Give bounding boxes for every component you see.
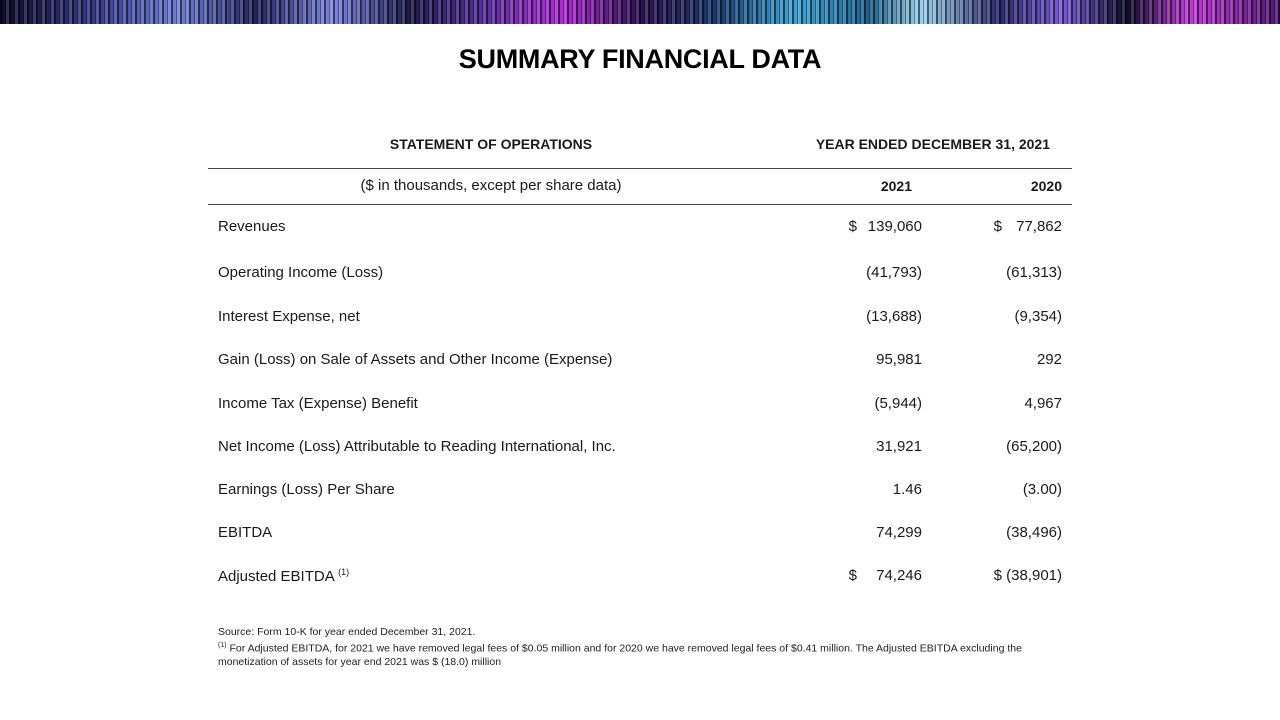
value-2020: (61,313) (1006, 264, 1062, 281)
value-2021: (41,793) (866, 264, 922, 281)
table-row (208, 308, 1072, 330)
value-2021: (5,944) (874, 395, 922, 412)
value-2020: 4,967 (1024, 395, 1062, 412)
year-column-2021: 2021 (880, 178, 912, 194)
table-row (208, 438, 1072, 460)
dollar-sign-2020: $ (993, 567, 1002, 584)
value-2021: 95,981 (876, 351, 922, 368)
value-2021: 74,299 (876, 524, 922, 541)
value-2021: 139,060 (867, 218, 922, 235)
header-year-ended: YEAR ENDED DECEMBER 31, 2021 (815, 136, 1050, 152)
table-body (208, 205, 1072, 605)
value-2021: 1.46 (892, 481, 922, 498)
decorative-banner (0, 0, 1280, 24)
row-label: Interest Expense, net (218, 308, 360, 325)
row-label: Earnings (Loss) Per Share (218, 481, 395, 498)
financial-table (208, 130, 1072, 605)
table-header-row (208, 130, 1072, 169)
table-row (208, 567, 1072, 589)
value-2020: (38,901) (1006, 567, 1062, 584)
footnotes (218, 626, 1058, 669)
source-note: Source: Form 10-K for year ended December 31, 2021. (218, 626, 476, 638)
footnote-marker: (1) (218, 642, 227, 649)
row-label: EBITDA (218, 524, 273, 541)
value-2021: (13,688) (866, 308, 922, 325)
table-subheader-row (208, 169, 1072, 205)
value-2020: (65,200) (1006, 438, 1062, 455)
row-label: Gain (Loss) on Sale of Assets and Other Income (Expense) (218, 351, 613, 368)
year-column-2020: 2020 (1030, 178, 1062, 194)
row-label: Operating Income (Loss) (218, 264, 384, 281)
row-label: Revenues (218, 218, 286, 235)
dollar-sign-2021: $ (848, 567, 857, 584)
row-label: Net Income (Loss) Attributable to Reading International, Inc. (218, 438, 616, 455)
value-2020: 292 (1036, 351, 1062, 368)
value-2020: (9,354) (1014, 308, 1062, 325)
footnote-reference: (1) (338, 567, 350, 577)
table-row (208, 395, 1072, 417)
value-2020: 77,862 (1016, 218, 1062, 235)
table-row (208, 524, 1072, 546)
dollar-sign-2021: $ (848, 218, 857, 235)
row-label: Income Tax (Expense) Benefit (218, 395, 418, 412)
dollar-sign-2020: $ (993, 218, 1002, 235)
page-title: SUMMARY FINANCIAL DATA (458, 44, 822, 74)
table-row (208, 481, 1072, 503)
table-row (208, 218, 1072, 240)
header-statement-of-operations: STATEMENT OF OPERATIONS (389, 136, 593, 152)
units-note: ($ in thousands, except per share data) (360, 177, 622, 194)
value-2020: (38,496) (1006, 524, 1062, 541)
table-row (208, 351, 1072, 373)
row-label: Adjusted EBITDA $^{(1)}$ (218, 567, 350, 585)
footnote-1 (218, 639, 1058, 669)
value-2021: 74,246 (876, 567, 922, 584)
footnote-text: For Adjusted EBITDA, for 2021 we have removed legal fees of $0.05 million and for 2020 we have removed legal fees of $0.41 million. The Adjusted EBITDA excluding the monetization of assets for year end 2021 was $ (18.0) million (218, 642, 1022, 668)
value-2020: (3.00) (1022, 481, 1062, 498)
value-2021: 31,921 (876, 438, 922, 455)
table-row (208, 264, 1072, 286)
